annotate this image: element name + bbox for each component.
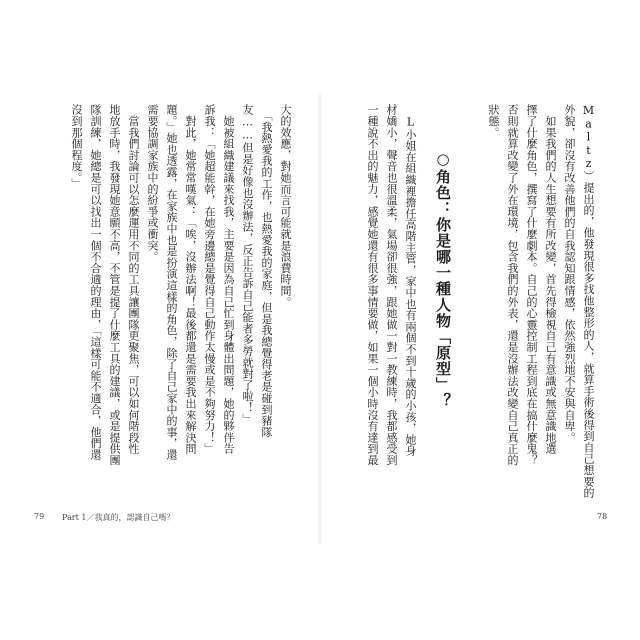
page-number: 78: [597, 512, 608, 521]
text-column: 她被組織建議來找我，主要是因為自己忙到身體出問題，她的夥伴告: [222, 104, 235, 455]
text-column: 需要協調家族中的紛爭或衝突。: [146, 104, 159, 263]
text-column: 當我們討論可以怎麼運用不同的工具讓團隊更聚焦，可以如何階段性: [127, 104, 140, 455]
text-column: 如果我們的人生想要有所改變，首先得檢視自己有意識或無意識地選: [544, 104, 557, 455]
text-column: 一種說不出的魅力，感覺她還有很多事情要做，如果一個小時沒有達到最: [366, 104, 379, 466]
text-column: 題。」她也透露，在家族中也是扮演這樣的角色，除了自己家中的事，還: [165, 104, 178, 461]
section-heading: ○角色：你是哪一種人物「原型」？: [434, 150, 452, 409]
text-column: 大的效應，對她而言可能就是浪費時間。: [279, 104, 292, 308]
running-head: Part 1／我真的，認識自己嗎？: [62, 513, 175, 522]
text-column: L小姐在組織裡擔任高階主管，家中也有兩個不到十歲的小孩，她身: [404, 104, 417, 457]
text-column: Maltz）提出的，他發現很多找他整形的人，就算手術後得到自己想要的: [582, 104, 595, 499]
text-column: 地放手時，我發現她意願不高，不管是提了什麼工具的建議，或是提供團: [108, 104, 121, 466]
text-column: 否則就算改變了外在環境，包含我們的外表，還是沒辦法改變自己真正的: [506, 104, 519, 466]
text-column: 訴我：「她超能幹，在她旁邊總是覺得自己動作太慢或是不夠努力！」: [203, 104, 216, 455]
text-column: 沒到那個程度。」: [70, 104, 83, 189]
text-column: 外貌，卻沒有改善他們的自我認知跟情感，依然強烈地不安與自卑。: [563, 104, 576, 443]
text-column: 友……但是好像也沒辦法，反正告訴自己能者多勞就對了啦！」: [241, 104, 254, 425]
text-column: 隊訓練，她總是可以找出一個不合適的理由，「這樣可能不適合，他們還: [89, 104, 102, 461]
text-column: 「我熱愛我的工作，也熱愛我的家庭，但是我總覺得老是碰到豬隊: [260, 104, 273, 438]
gutter: [318, 92, 322, 544]
page-number: 79: [34, 512, 45, 521]
text-column: 對此，她常常嘆氣：「唉，沒辦法啊！最後都還是需要我出來解決問: [184, 104, 197, 455]
text-column: 擇了什麼角色，撰寫了什麼劇本。自己的心靈控制工程到底在搞什麼鬼？: [525, 104, 538, 466]
text-column: 材嬌小，聲音也很溫柔，氣場卻很強，跟她做一對一教練時，我都感受到: [385, 104, 398, 466]
text-column: 狀態。: [487, 104, 500, 138]
